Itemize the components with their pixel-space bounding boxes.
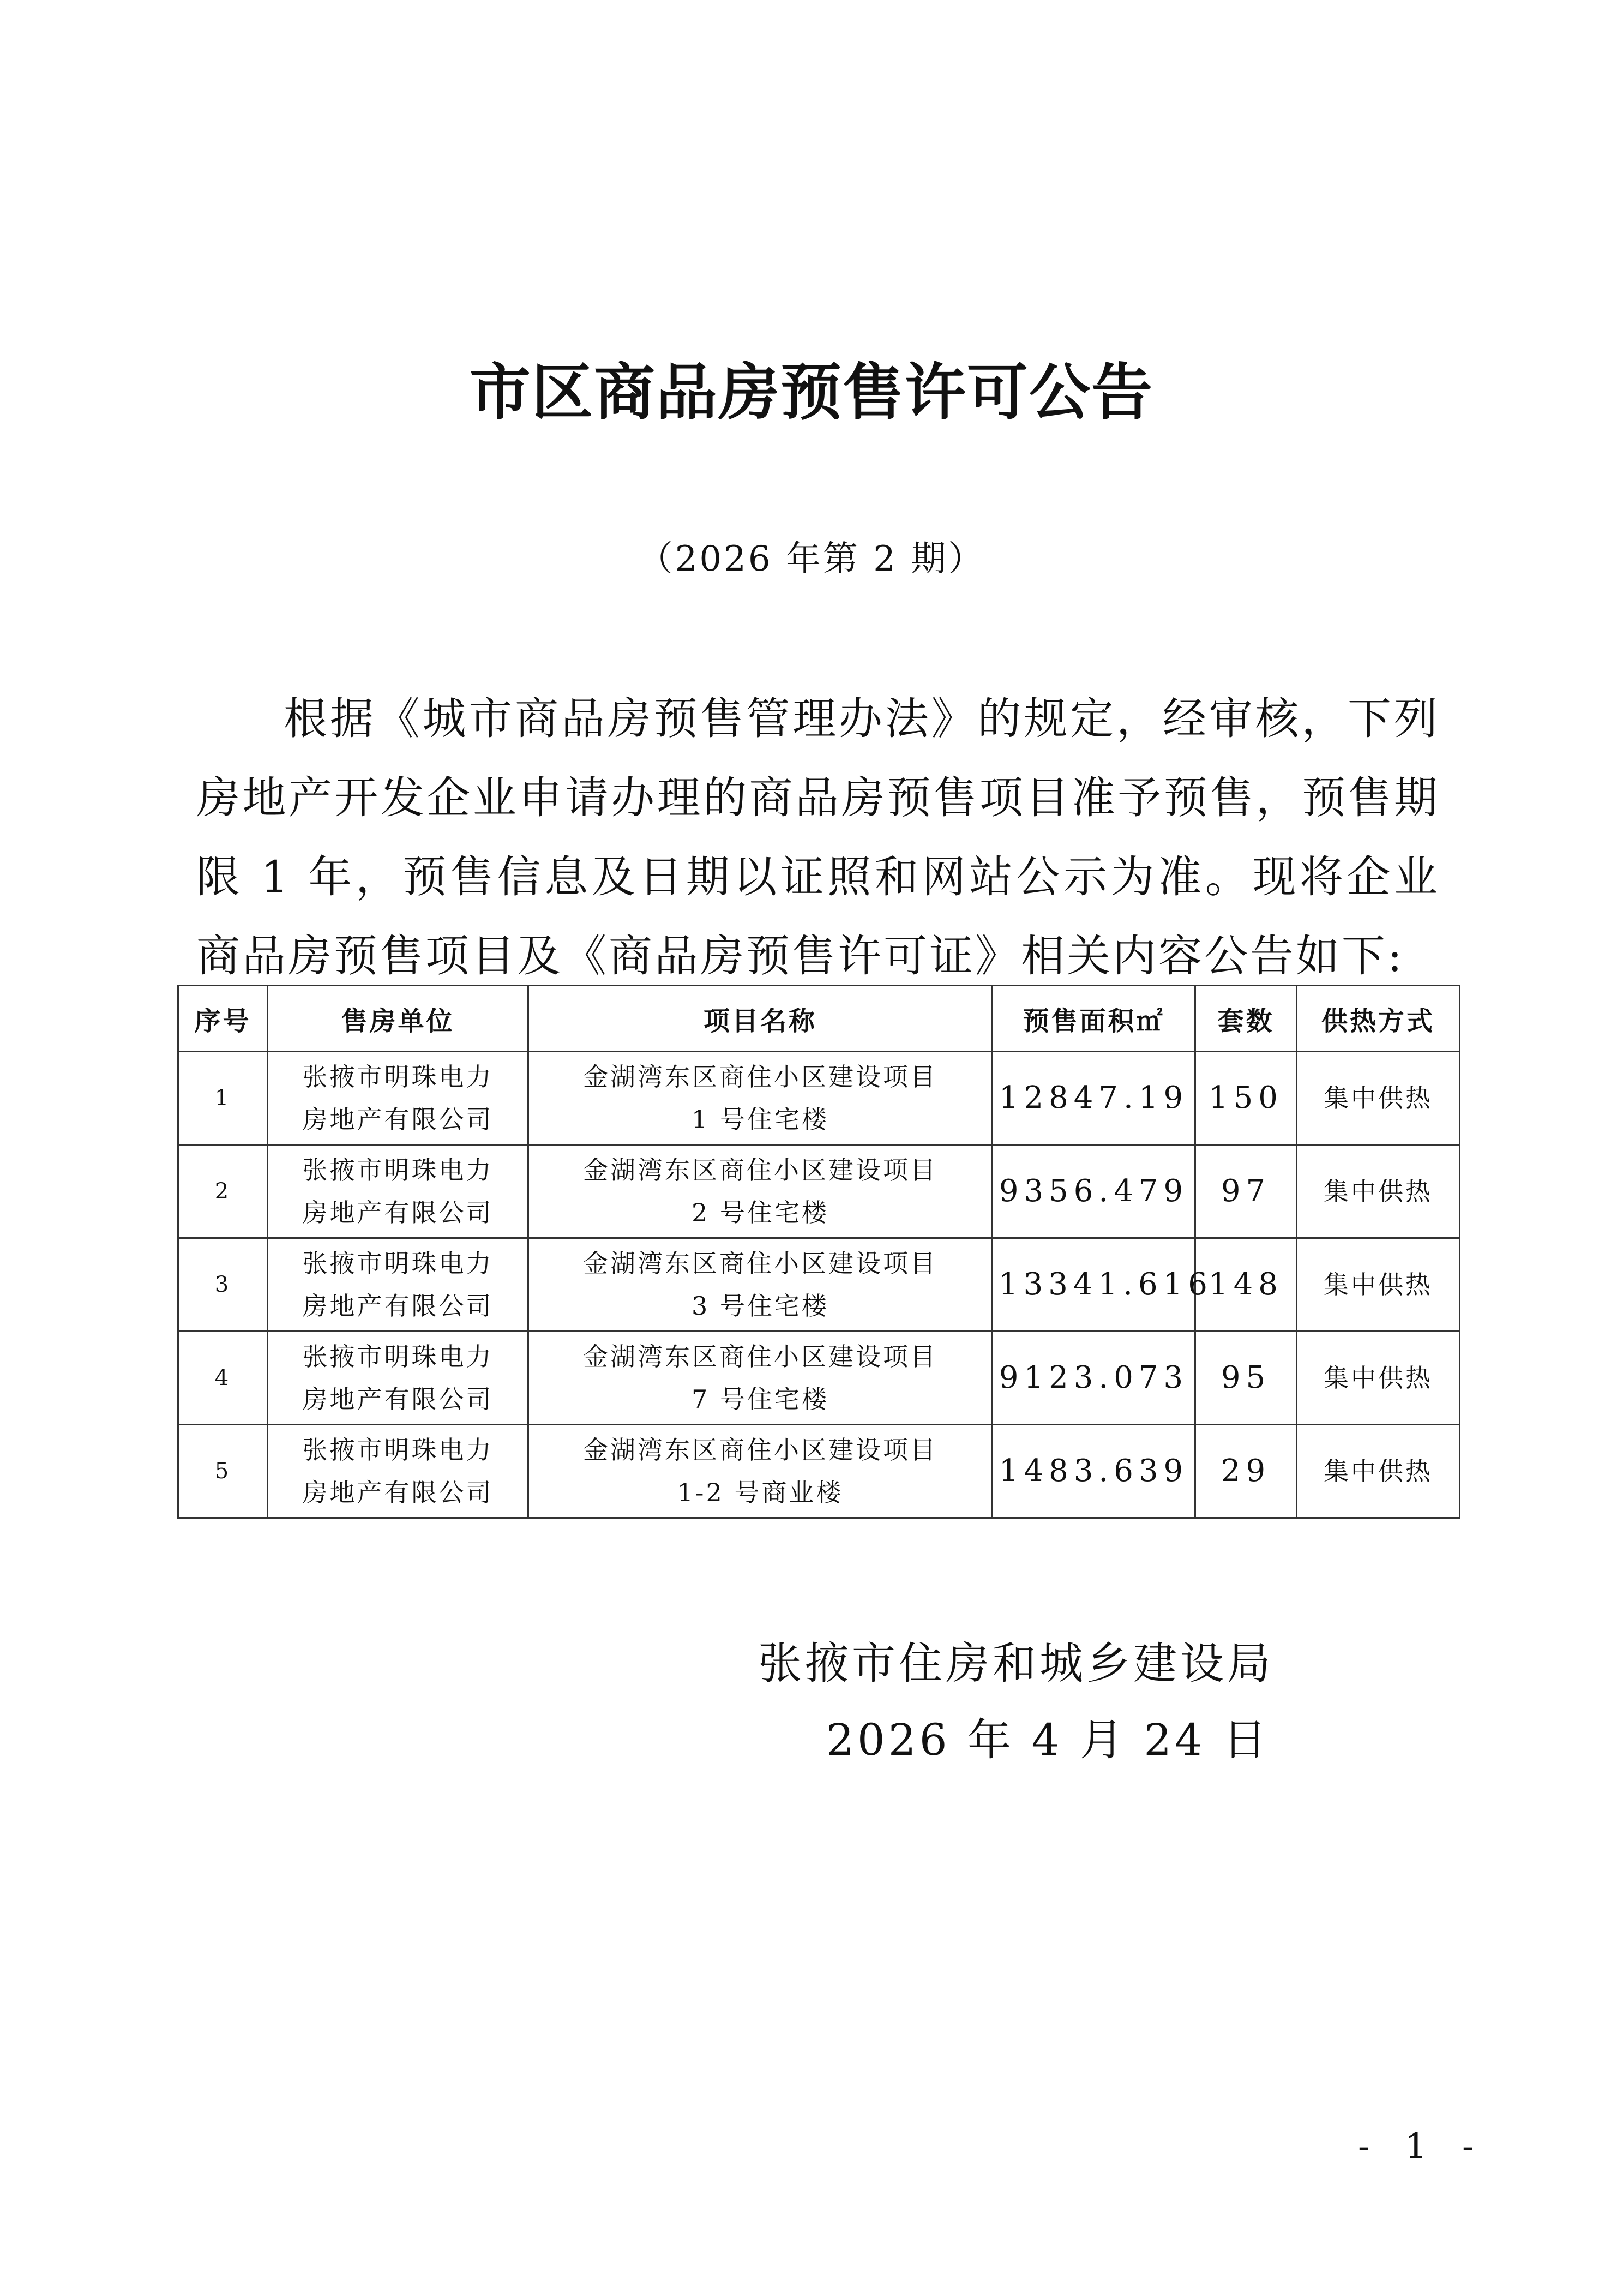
row-project bbox=[528, 1238, 993, 1332]
row-area: 13341.616 bbox=[993, 1238, 1195, 1332]
row-seller bbox=[268, 1238, 528, 1332]
row-area: 12847.19 bbox=[993, 1052, 1195, 1145]
issue-number: （2026 年第 2 期） bbox=[638, 539, 985, 579]
row-index: 1 bbox=[178, 1052, 268, 1145]
row-heating: 集中供热 bbox=[1297, 1052, 1460, 1145]
row-index: 5 bbox=[178, 1425, 268, 1518]
project-name-line1: 金湖湾东区商住小区建设项目 bbox=[583, 1435, 937, 1465]
row-units: 95 bbox=[1195, 1332, 1297, 1425]
issue-date: 2026 年 4 月 24 日 bbox=[826, 1714, 1270, 1765]
seller-name-line1: 张掖市明珠电力 bbox=[302, 1249, 494, 1278]
presale-permit-table bbox=[177, 985, 1460, 1519]
row-heating: 集中供热 bbox=[1297, 1145, 1460, 1238]
table-row bbox=[178, 1425, 1460, 1518]
project-name-line2: 3 号住宅楼 bbox=[692, 1291, 829, 1321]
project-name-line2: 1 号住宅楼 bbox=[692, 1105, 829, 1134]
header-heating: 供热方式 bbox=[1297, 986, 1460, 1052]
row-area: 1483.639 bbox=[993, 1425, 1195, 1518]
document-title: 市区商品房预售许可公告 bbox=[470, 357, 1153, 428]
row-seller bbox=[268, 1052, 528, 1145]
row-heating: 集中供热 bbox=[1297, 1332, 1460, 1425]
row-index: 3 bbox=[178, 1238, 268, 1332]
table-row bbox=[178, 1332, 1460, 1425]
seller-name-line2: 房地产有限公司 bbox=[302, 1384, 494, 1414]
project-name-line2: 1-2 号商业楼 bbox=[677, 1478, 844, 1507]
row-project bbox=[528, 1332, 993, 1425]
row-seller bbox=[268, 1332, 528, 1425]
header-project: 项目名称 bbox=[528, 986, 993, 1052]
seller-name-line1: 张掖市明珠电力 bbox=[302, 1155, 494, 1185]
project-name-line1: 金湖湾东区商住小区建设项目 bbox=[583, 1249, 937, 1278]
row-project bbox=[528, 1052, 993, 1145]
announcement-body: 根据《城市商品房预售管理办法》的规定，经审核，下列房地产开发企业申请办理的商品房预售项目准予预售，预售期限 1 年，预售信息及日期以证照和网站公示为准。现将企业商品房预售项目及《商品房预售许可证》相关内容公告如下: bbox=[196, 693, 1440, 981]
row-heating: 集中供热 bbox=[1297, 1238, 1460, 1332]
seller-name-line2: 房地产有限公司 bbox=[302, 1198, 494, 1227]
project-name-line2: 7 号住宅楼 bbox=[692, 1384, 829, 1414]
project-name-line1: 金湖湾东区商住小区建设项目 bbox=[583, 1062, 937, 1092]
seller-name-line1: 张掖市明珠电力 bbox=[302, 1062, 494, 1092]
row-project bbox=[528, 1145, 993, 1238]
table-header-row bbox=[178, 986, 1460, 1052]
header-units: 套数 bbox=[1195, 986, 1297, 1052]
row-units: 150 bbox=[1195, 1052, 1297, 1145]
seller-name-line2: 房地产有限公司 bbox=[302, 1478, 494, 1507]
header-area: 预售面积㎡ bbox=[993, 986, 1195, 1052]
table-row bbox=[178, 1145, 1460, 1238]
header-seller: 售房单位 bbox=[268, 986, 528, 1052]
project-name-line2: 2 号住宅楼 bbox=[692, 1198, 829, 1227]
row-index: 4 bbox=[178, 1332, 268, 1425]
row-project bbox=[528, 1425, 993, 1518]
row-area: 9123.073 bbox=[993, 1332, 1195, 1425]
seller-name-line1: 张掖市明珠电力 bbox=[302, 1435, 494, 1465]
row-index: 2 bbox=[178, 1145, 268, 1238]
row-heating: 集中供热 bbox=[1297, 1425, 1460, 1518]
seller-name-line2: 房地产有限公司 bbox=[302, 1105, 494, 1134]
row-seller bbox=[268, 1425, 528, 1518]
row-seller bbox=[268, 1145, 528, 1238]
row-units: 29 bbox=[1195, 1425, 1297, 1518]
header-index: 序号 bbox=[178, 986, 268, 1052]
issuer-signature: 张掖市住房和城乡建设局 bbox=[758, 1638, 1274, 1689]
seller-name-line1: 张掖市明珠电力 bbox=[302, 1342, 494, 1371]
table-row bbox=[178, 1052, 1460, 1145]
row-area: 9356.479 bbox=[993, 1145, 1195, 1238]
project-name-line1: 金湖湾东区商住小区建设项目 bbox=[583, 1342, 937, 1371]
row-units: 148 bbox=[1195, 1238, 1297, 1332]
page-number: - 1 - bbox=[1358, 2126, 1486, 2167]
seller-name-line2: 房地产有限公司 bbox=[302, 1291, 494, 1321]
row-units: 97 bbox=[1195, 1145, 1297, 1238]
table-row bbox=[178, 1238, 1460, 1332]
project-name-line1: 金湖湾东区商住小区建设项目 bbox=[583, 1155, 937, 1185]
